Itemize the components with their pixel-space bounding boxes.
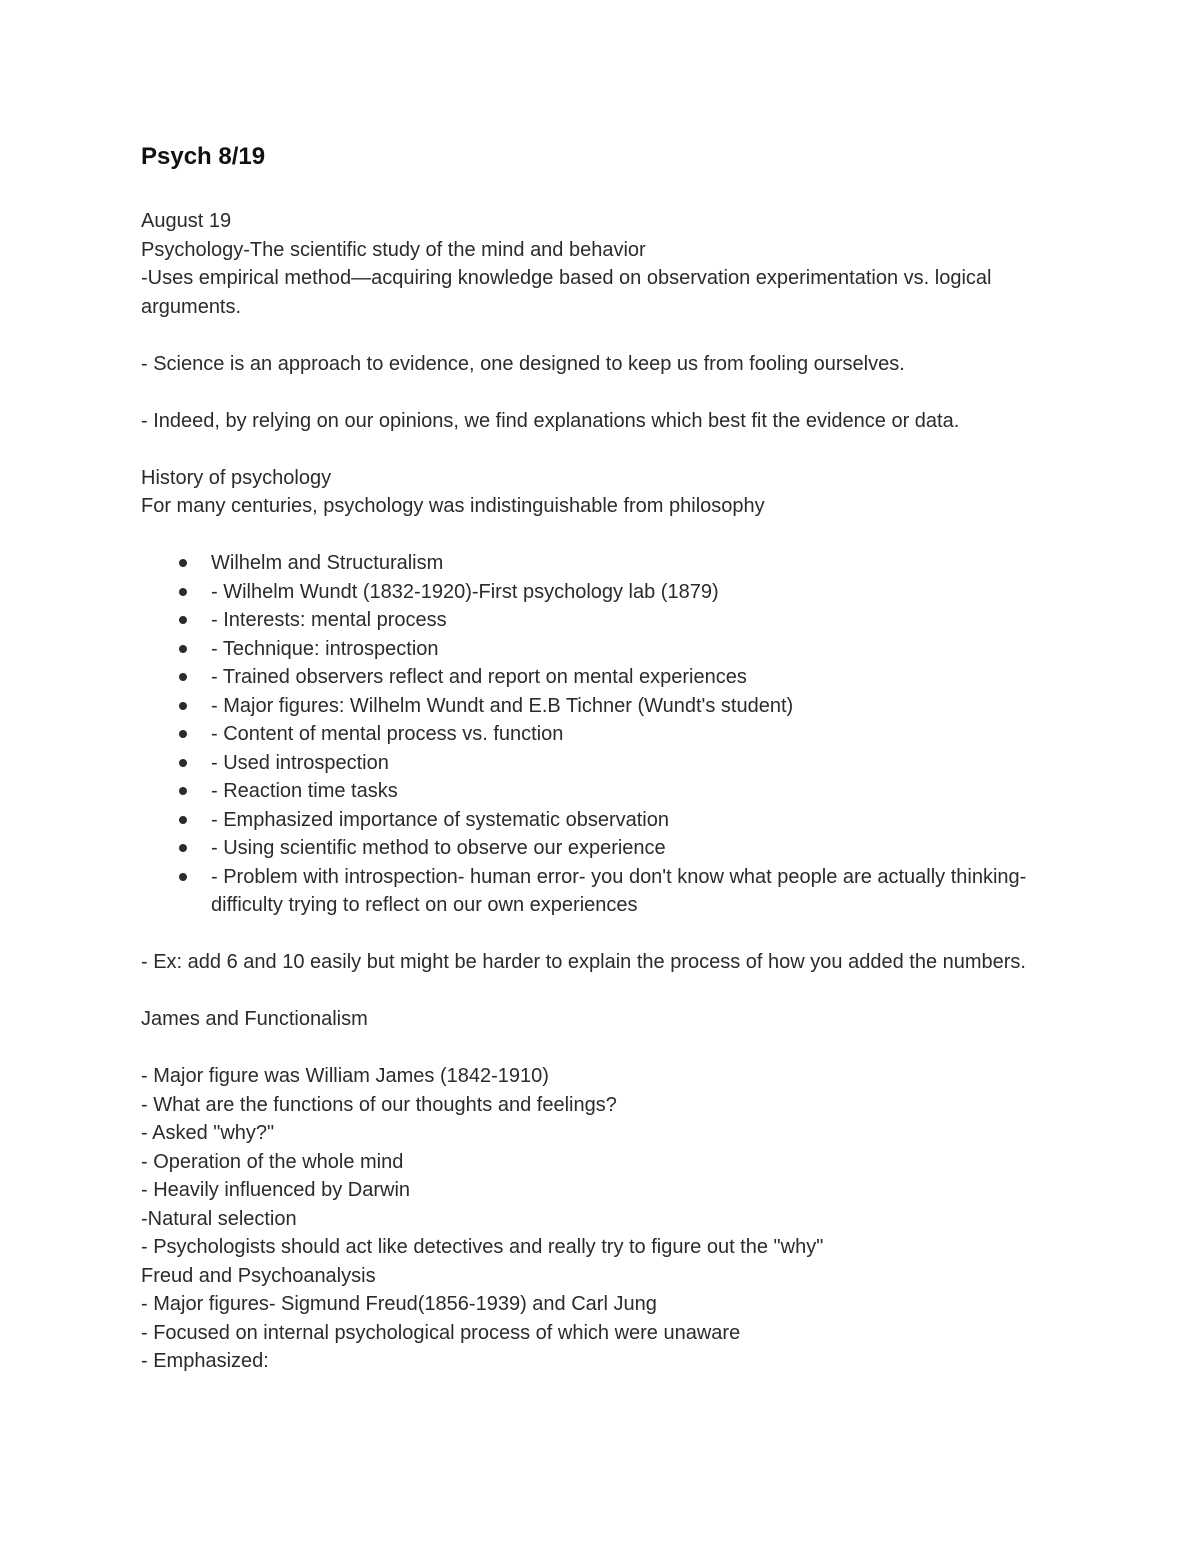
bullet-icon (179, 616, 187, 624)
list-item-text: - Major figures: Wilhelm Wundt and E.B Tichner (Wundt's student) (211, 694, 794, 717)
psychoanalysis-heading: Freud and Psychoanalysis (141, 1264, 376, 1287)
list-item-text: - Emphasized importance of systematic observation (211, 808, 669, 831)
list-item (141, 863, 1071, 920)
list-item-text: - Interests: mental process (211, 609, 447, 631)
structuralism-list (141, 549, 1071, 920)
list-item (141, 834, 1071, 863)
spacer (141, 920, 1071, 949)
bullet-icon (179, 702, 187, 710)
bullet-icon (179, 730, 187, 738)
document-body (141, 207, 1071, 1376)
note-line: - Psychologists should act like detectives and really try to figure out the "why" (141, 1236, 824, 1258)
list-item-text: - Content of mental process vs. function (211, 723, 564, 745)
note-line: - Emphasized: (141, 1350, 269, 1372)
bullet-icon (179, 816, 187, 824)
intro-section (141, 207, 1071, 549)
list-item-text: Wilhelm and Structuralism (211, 552, 444, 574)
list-item-text: - Used introspection (211, 751, 389, 774)
list-item-text: - Wilhelm Wundt (1832-1920)-First psychology lab (1879) (211, 580, 719, 603)
outro-section (141, 920, 1071, 1376)
bullet-icon (179, 588, 187, 596)
list-item (141, 806, 1071, 835)
empirical-method-line: -Uses empirical method—acquiring knowledge based on observation experimentation vs. logical arguments. (141, 267, 998, 318)
list-item-text: - Technique: introspection (211, 637, 439, 660)
bullet-icon (179, 873, 187, 881)
note-line: - Operation of the whole mind (141, 1150, 404, 1173)
note-line: -Natural selection (141, 1207, 297, 1230)
example-line: - Ex: add 6 and 10 easily but might be harder to explain the process of how you added the numbers. (141, 951, 1026, 973)
list-item-text: - Problem with introspection- human error- you don't know what people are actually thinking- difficulty trying to reflect on our own experiences (211, 865, 1027, 916)
bullet-icon (179, 844, 187, 852)
list-item (141, 777, 1071, 806)
list-item (141, 663, 1071, 692)
note-line: - What are the functions of our thoughts and feelings? (141, 1093, 617, 1116)
bullet-icon (179, 759, 187, 767)
bullet-icon (179, 673, 187, 681)
list-item-text: - Reaction time tasks (211, 780, 398, 802)
bullet-icon (179, 645, 187, 653)
note-line: - Major figures- Sigmund Freud(1856-1939) and Carl Jung (141, 1293, 657, 1315)
bullet-icon (179, 787, 187, 795)
spacer (141, 321, 1071, 350)
spacer (141, 378, 1071, 407)
list-item (141, 749, 1071, 778)
spacer (141, 521, 1071, 550)
spacer (141, 1034, 1071, 1063)
functionalism-heading: James and Functionalism (141, 1008, 368, 1030)
list-item-text: - Trained observers reflect and report on mental experiences (211, 666, 747, 688)
spacer (141, 977, 1071, 1006)
history-heading: History of psychology (141, 466, 332, 489)
bullet-icon (179, 559, 187, 567)
date-line: August 19 (141, 210, 232, 232)
note-line: - Asked "why?" (141, 1122, 275, 1144)
list-item (141, 606, 1071, 635)
history-line: For many centuries, psychology was indistinguishable from philosophy (141, 495, 765, 517)
science-line: - Science is an approach to evidence, one designed to keep us from fooling ourselves. (141, 352, 905, 375)
definition-line: Psychology-The scientific study of the mind and behavior (141, 238, 646, 261)
note-line: - Heavily influenced by Darwin (141, 1179, 411, 1201)
note-line: - Focused on internal psychological process of which were unaware (141, 1321, 741, 1344)
document-title: Psych 8/19 (141, 143, 266, 170)
note-line: - Major figure was William James (1842-1910) (141, 1065, 549, 1087)
list-item (141, 720, 1071, 749)
list-item (141, 549, 1071, 578)
list-item (141, 578, 1071, 607)
list-item (141, 635, 1071, 664)
list-item-text: - Using scientific method to observe our experience (211, 837, 666, 859)
list-item (141, 692, 1071, 721)
opinions-line: - Indeed, by relying on our opinions, we find explanations which best fit the evidence or data. (141, 409, 960, 432)
spacer (141, 435, 1071, 464)
